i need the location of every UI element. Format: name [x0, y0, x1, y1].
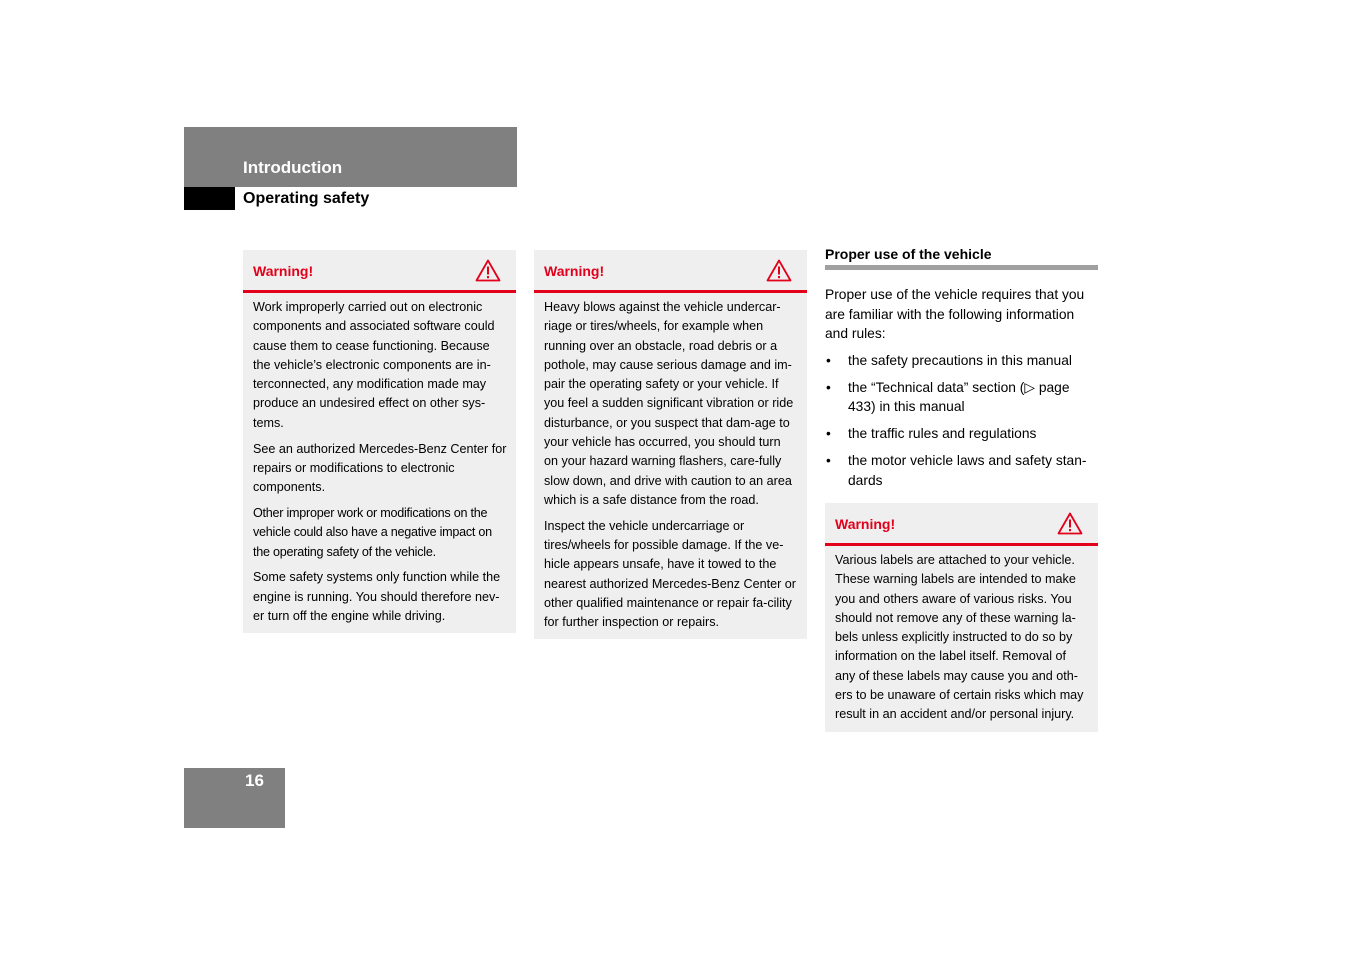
warning-label: Warning!: [544, 263, 605, 279]
bullet-icon: •: [826, 352, 831, 368]
list-item-text: the motor vehicle laws and safety stan-dards: [848, 453, 1087, 488]
page-number: 16: [245, 771, 264, 790]
bullet-icon: •: [826, 379, 831, 395]
warning-paragraph: Various labels are attached to your vehicle. These warning labels are intended to make you and others aware of various risks. You should not remove any of these warning la-bels unless explicitly instructed to do so by information on the label itself. Removal of any of these labels may cause you and oth-ers to be unaware of certain risks which may result in an accident and/or personal injury.: [835, 553, 1084, 722]
bullet-icon: •: [826, 426, 831, 441]
warning-paragraph: Other improper work or modifications on the vehicle could also have a negative impact on the operating safety of the vehicle.: [253, 505, 492, 559]
bullet-icon: •: [826, 453, 831, 468]
warning-label: Warning!: [253, 263, 314, 279]
page-number-box: [184, 768, 285, 828]
warning-triangle-icon: [766, 259, 792, 282]
header-bar: [184, 127, 517, 187]
proper-use-section: [825, 246, 1098, 498]
warning-triangle-icon: [475, 259, 501, 282]
warning-label: Warning!: [835, 516, 896, 532]
section-title: Introduction: [243, 158, 343, 177]
warning-header: [825, 503, 1098, 546]
warning-paragraph: Work improperly carried out on electronic components and associated software could cause them to cease functioning. Because the vehicle’s electronic components are in-terconnected, any modification made may produce an undesired effect on other sys-tems.: [253, 300, 495, 430]
proper-use-heading: Proper use of the vehicle: [825, 246, 1098, 270]
warning-box-3: [825, 503, 1098, 732]
list-item: [825, 424, 1098, 444]
warning-paragraph: Some safety systems only function while the engine is running. You should therefore nev-er turn off the engine while driving.: [253, 570, 501, 623]
warning-body: [243, 293, 516, 634]
warning-paragraph: See an authorized Mercedes-Benz Center for repairs or modifications to electronic components.: [253, 441, 507, 495]
warning-header: [243, 250, 516, 293]
section-tab-marker: [184, 187, 235, 210]
warning-paragraph: Heavy blows against the vehicle undercar-riage or tires/wheels, for example when running over an obstacle, road debris or a pothole, may cause serious damage and im-pair the operating safety or your vehicle. If you feel a sudden significant vibration or ride disturbance, or you suspect that dam-age to your vehicle has occurred, you should turn on your hazard warning flashers, care-fully slow down, and drive with caution to an area which is a safe distance from the road.: [544, 300, 794, 507]
list-item: [825, 451, 1098, 490]
warning-box-2: [534, 250, 807, 639]
list-item: [825, 378, 1098, 417]
list-item: [825, 351, 1098, 371]
list-item-text: the “Technical data” section (▷ page 433) in this manual: [848, 379, 1070, 414]
list-item-text: the safety precautions in this manual: [848, 352, 1072, 368]
proper-use-intro: Proper use of the vehicle requires that you are familiar with the following information and rules:: [825, 287, 1085, 341]
proper-use-list: [825, 351, 1098, 491]
subsection-title: Operating safety: [243, 190, 370, 207]
warning-body: [825, 546, 1098, 733]
warning-box-1: [243, 250, 516, 633]
warning-header: [534, 250, 807, 293]
warning-triangle-icon: [1057, 512, 1083, 535]
warning-paragraph: Inspect the vehicle undercarriage or tires/wheels for possible damage. If the ve-hicle appears unsafe, have it towed to the nearest authorized Mercedes-Benz Center or other qualified maintenance or repair fa-cility for further inspection or repairs.: [544, 518, 797, 630]
list-item-text: the traffic rules and regulations: [848, 426, 1037, 441]
warning-body: [534, 293, 807, 641]
